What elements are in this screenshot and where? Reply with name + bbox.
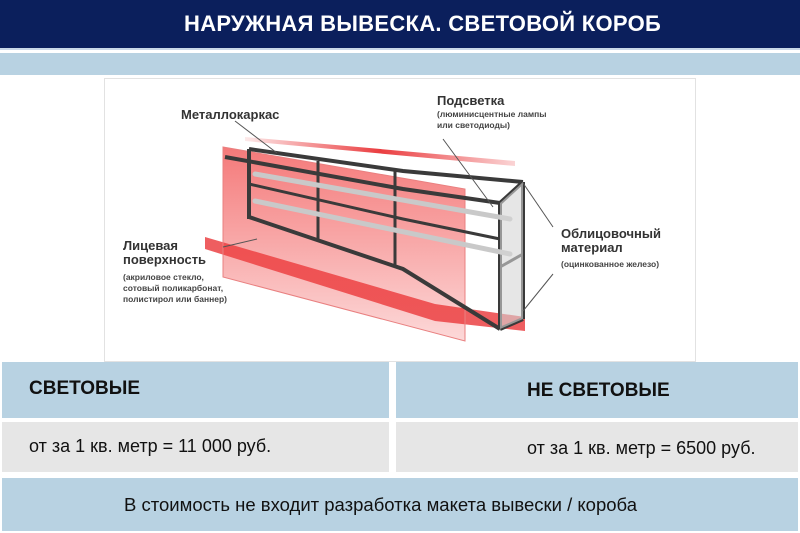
front-sub: (акриловое стекло,: [123, 272, 204, 282]
lit-heading-panel: [2, 362, 389, 418]
unlit-heading-panel: [396, 362, 798, 418]
footer-note: В стоимость не входит разработка макета вывески / короба: [124, 494, 638, 515]
front-label: Лицевая: [123, 238, 178, 253]
leader-facing: [523, 183, 553, 227]
lighting-sub: (люминисцентные лампы: [437, 109, 547, 119]
lit-heading: СВЕТОВЫЕ: [29, 378, 141, 399]
lit-price-panel: [2, 422, 389, 472]
lighting-label: Подсветка: [437, 93, 505, 108]
side-panel: [500, 182, 523, 329]
lighting-sub-2: или светодиоды): [437, 120, 510, 130]
unlit-price: от за 1 кв. метр = 6500 руб.: [527, 438, 756, 458]
facing-label: Облицовочный: [561, 226, 661, 241]
page-title: НАРУЖНАЯ ВЫВЕСКА. СВЕТОВОЙ КОРОБ: [184, 11, 662, 36]
unlit-heading: НЕ СВЕТОВЫЕ: [527, 380, 670, 401]
facing-label-2: материал: [561, 240, 623, 255]
footer-note-panel: [2, 478, 798, 531]
header-bar: [0, 0, 800, 50]
facing-sub: (оцинкованное железо): [561, 259, 660, 269]
frame-label: Металлокаркас: [181, 107, 280, 122]
leader-facing-2: [523, 274, 553, 311]
lit-price: от за 1 кв. метр = 11 000 руб.: [29, 436, 272, 456]
front-label-2: поверхность: [123, 252, 207, 267]
front-sub-2: сотовый поликарбонат,: [123, 283, 224, 293]
front-sub-3: полистирол или баннер): [123, 294, 227, 304]
lightbox-diagram: [104, 78, 696, 362]
header-strip: [0, 53, 800, 75]
unlit-price-panel: [396, 422, 798, 472]
